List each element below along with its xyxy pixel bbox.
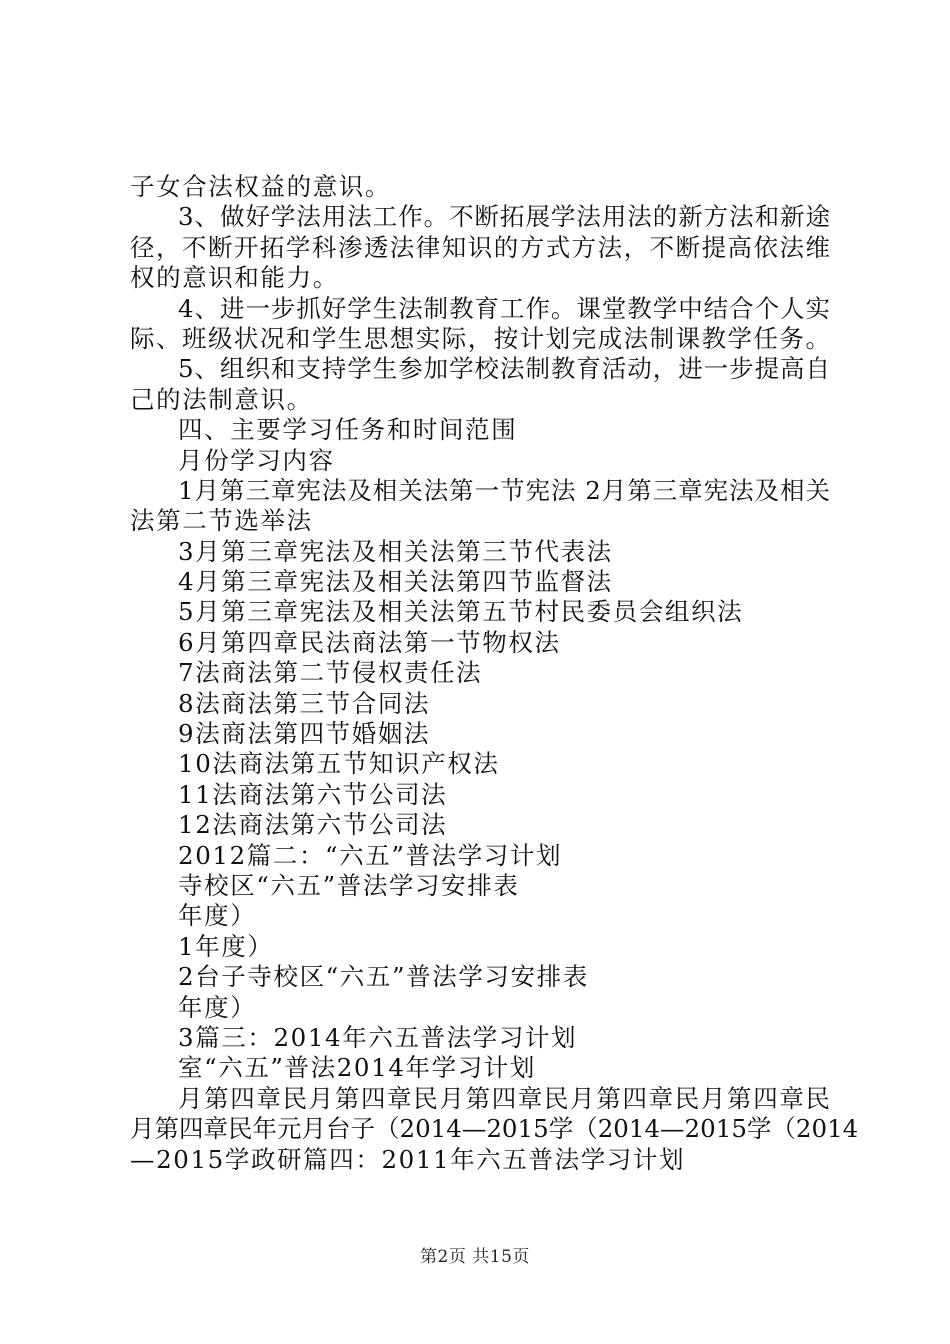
paragraph-line: 月第四章民月第四章民月第四章民月第四章民月第四章民 [178,1083,830,1113]
page-number-footer: 第2页 共15页 [420,1247,530,1267]
paragraph-line: 年度） [178,901,257,931]
paragraph-line: 年度） [178,992,257,1022]
paragraph-line: 寺校区“六五”普法学习安排表 [178,870,520,900]
paragraph-line: 四、主要学习任务和时间范围 [178,415,518,445]
paragraph-line: 室“六五”普法2014年学习计划 [178,1053,536,1083]
paragraph-line: 5月第三章宪法及相关法第五节村民委员会组织法 [178,597,744,627]
paragraph-line: 子女合法权益的意识。 [130,172,391,201]
paragraph-line: 月第四章民年元月台子（2014—2015学（2014—2015学（2014 [130,1114,859,1144]
paragraph-line: 2012篇二：“六五”普法学习计划 [178,840,563,870]
paragraph-line: 3月第三章宪法及相关法第三节代表法 [178,536,613,566]
paragraph-line: 2台子寺校区“六五”普法学习安排表 [178,962,589,992]
paragraph-line: 4、进一步抓好学生法制教育工作。课堂教学中结合个人实 [178,293,830,323]
paragraph-line: 3篇三：2014年六五普法学习计划 [178,1022,578,1052]
paragraph-line: 6月第四章民法商法第一节物权法 [178,627,561,657]
paragraph-line: 4月第三章宪法及相关法第四节监督法 [178,567,613,597]
paragraph-line: —2015学政研篇四：2011年六五普法学习计划 [130,1144,686,1174]
paragraph-line: 10法商法第五节知识产权法 [178,749,500,779]
paragraph-line: 权的意识和能力。 [130,263,339,293]
paragraph-line: 际、班级状况和学生思想实际，按计划完成法制课教学任务。 [130,323,830,353]
paragraph-line: 8法商法第三节合同法 [178,688,431,718]
paragraph-line: 1年度） [178,931,274,961]
paragraph-line: 1月第三章宪法及相关法第一节宪法 2月第三章宪法及相关 [178,475,830,505]
paragraph-line: 径，不断开拓学科渗透法律知识的方式方法，不断提高依法维 [130,232,830,262]
paragraph-line: 9法商法第四节婚姻法 [178,719,431,749]
paragraph-line: 己的法制意识。 [130,384,313,414]
paragraph-line: 月份学习内容 [178,445,335,475]
paragraph-line: 3、做好学法用法工作。不断拓展学法用法的新方法和新途 [178,202,830,232]
paragraph-line: 11法商法第六节公司法 [178,779,448,809]
paragraph-line: 7法商法第二节侵权责任法 [178,658,483,688]
document-body [130,172,859,1175]
paragraph-line: 5、组织和支持学生参加学校法制教育活动，进一步提高自 [178,354,830,384]
paragraph-line: 12法商法第六节公司法 [178,810,448,840]
paragraph-line: 法第二节选举法 [130,506,313,536]
